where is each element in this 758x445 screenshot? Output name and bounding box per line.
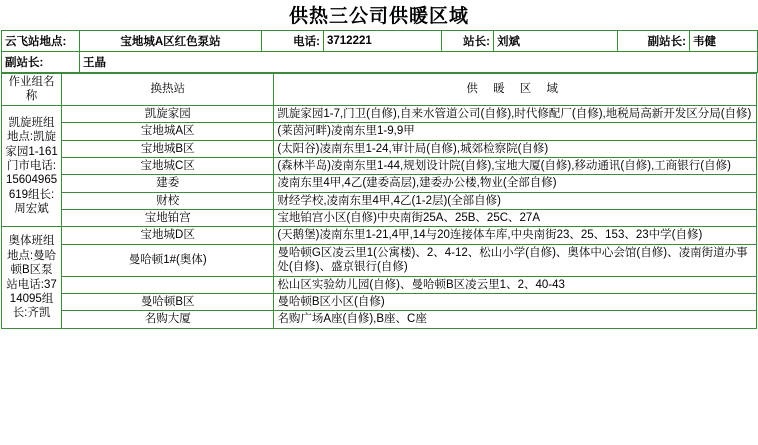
area-cell: 名购广场A座(自修),B座、C座 (274, 311, 757, 328)
station-cell: 宝地城B区 (62, 140, 274, 157)
deputy-label: 副站长: (618, 31, 690, 52)
table-row (2, 276, 757, 293)
area-cell: (森林半岛)凌南东里1-44,规划设计院(自修),宝地大厦(自修),移动通讯(自修),工商银行(自修) (274, 157, 757, 174)
column-header-area: 供 暖 区 域 (274, 74, 757, 106)
area-cell: (太阳谷)凌南东里1-24,审计局(自修),城郊检察院(自修) (274, 140, 757, 157)
station-cell: 宝地城C区 (62, 157, 274, 174)
station-value: 宝地城A区红色泵站 (80, 31, 262, 52)
deputy2-value: 王晶 (80, 52, 758, 73)
page-title: 供热三公司供暖区域 (288, 5, 469, 27)
area-cell: 宝地铂宫小区(自修)中央南街25A、25B、25C、27A (274, 210, 757, 227)
area-table-body (2, 74, 757, 329)
table-row (2, 311, 757, 328)
station-cell: 宝地城A区 (62, 123, 274, 140)
header-row-2 (2, 52, 758, 73)
header-info-table (1, 30, 758, 73)
table-row (2, 157, 757, 174)
station-cell: 建委 (62, 175, 274, 192)
station-cell (62, 276, 274, 293)
chief-value: 刘斌 (494, 31, 618, 52)
station-cell: 财校 (62, 192, 274, 209)
station-cell: 名购大厦 (62, 311, 274, 328)
table-row (2, 244, 757, 276)
area-cell: (莱茵河畔)凌南东里1-9,9甲 (274, 123, 757, 140)
table-row (2, 210, 757, 227)
group-name-cell: 奥体班组地点:曼哈顿B区泵站电话:3714095组长:齐凯 (2, 227, 62, 328)
area-cell: 曼哈顿B区小区(自修) (274, 293, 757, 310)
area-table (1, 73, 757, 329)
area-cell: (天鹅堡)凌南东里1-21,4甲,14与20连接体车库,中央南街23、25、153、23中学(自修) (274, 227, 757, 244)
station-cell: 曼哈顿1#(奥体) (62, 244, 274, 276)
area-cell: 松山区实验幼儿园(自修)、曼哈顿B区凌云里1、2、40-43 (274, 276, 757, 293)
table-row (2, 175, 757, 192)
table-row (2, 105, 757, 122)
table-header-row (2, 74, 757, 106)
table-row (2, 123, 757, 140)
station-cell: 曼哈顿B区 (62, 293, 274, 310)
station-cell: 宝地铂宫 (62, 210, 274, 227)
station-label: 云飞站地点: (2, 31, 80, 52)
station-cell: 凯旋家园 (62, 105, 274, 122)
chief-label: 站长: (442, 31, 494, 52)
deputy2-label: 副站长: (2, 52, 80, 73)
column-header-group: 作业组名称 (2, 74, 62, 106)
table-row (2, 227, 757, 244)
area-cell: 凯旋家园1-7,门卫(自修),自来水管道公司(自修),时代修配厂(自修),地税局高新开发区分局(自修) (274, 105, 757, 122)
table-row (2, 192, 757, 209)
header-row-1 (2, 31, 758, 52)
area-cell: 曼哈顿G区凌云里1(公寓楼)、2、4-12、松山小学(自修)、奥体中心会馆(自修)、凌南街道办事处(自修)、盛京银行(自修) (274, 244, 757, 276)
phone-value: 3712221 (324, 31, 442, 52)
table-row (2, 293, 757, 310)
column-header-station: 换热站 (62, 74, 274, 106)
table-row (2, 140, 757, 157)
phone-label: 电话: (262, 31, 324, 52)
area-cell: 凌南东里4甲,4乙(建委高层),建委办公楼,物业(全部自修) (274, 175, 757, 192)
deputy-value: 韦健 (690, 31, 758, 52)
station-cell: 宝地城D区 (62, 227, 274, 244)
area-cell: 财经学校,凌南东里4甲,4乙(1-2层)(全部自修) (274, 192, 757, 209)
group-name-cell: 凯旋班组地点:凯旋家园1-161门市电话:15604965619组长:周宏斌 (2, 105, 62, 227)
